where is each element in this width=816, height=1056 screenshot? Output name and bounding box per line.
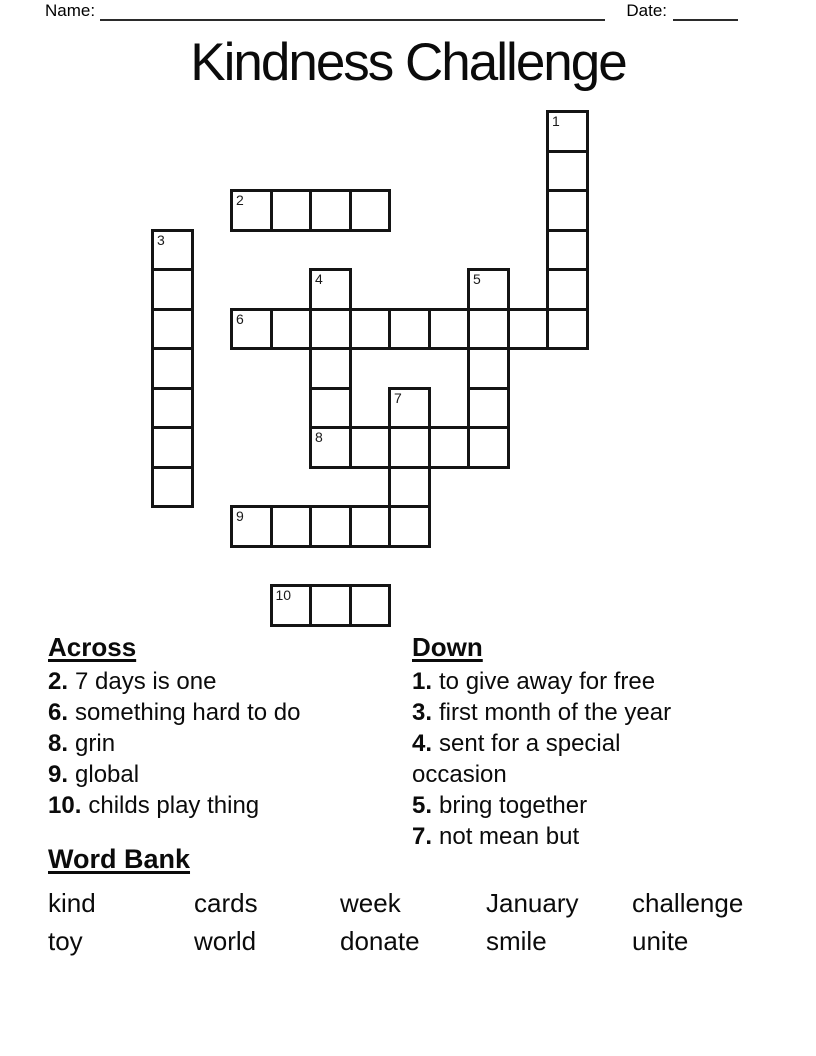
grid-cell[interactable] <box>270 505 313 548</box>
clue-text: 7 days is one <box>75 668 217 695</box>
clue-number: 1. <box>412 668 433 695</box>
across-clues-section <box>48 632 388 821</box>
clue-number: 3. <box>412 699 433 726</box>
word-bank-word: kind <box>48 888 96 918</box>
clue-text: childs play thing <box>88 792 260 819</box>
word-bank-row <box>48 884 786 922</box>
grid-cell[interactable] <box>151 466 194 509</box>
clue-number: 7. <box>412 823 433 850</box>
grid-cell[interactable] <box>151 347 194 390</box>
grid-cell[interactable] <box>349 189 392 232</box>
grid-cell[interactable] <box>546 308 589 351</box>
clue-number: 9. <box>48 761 69 788</box>
grid-cell[interactable] <box>428 426 471 469</box>
grid-cell[interactable] <box>467 387 510 430</box>
cell-number: 1 <box>552 113 560 129</box>
clue-text: not mean but <box>439 823 580 850</box>
page-title: Kindness Challenge <box>190 33 626 92</box>
word-bank-heading: Word Bank <box>48 844 191 874</box>
clue-number: 5. <box>412 792 433 819</box>
cell-number: 4 <box>315 271 323 287</box>
grid-cell[interactable] <box>507 308 550 351</box>
cell-number: 10 <box>275 587 292 603</box>
name-date-header <box>45 1 738 21</box>
grid-cell[interactable] <box>309 268 352 311</box>
grid-cell[interactable] <box>309 347 352 390</box>
clue-text: grin <box>75 730 116 757</box>
clue-item <box>412 728 704 790</box>
grid-cell[interactable] <box>309 426 352 469</box>
cell-number: 3 <box>157 231 165 248</box>
word-bank-word: week <box>340 888 401 918</box>
clue-item <box>48 759 388 790</box>
grid-cell[interactable] <box>230 189 273 232</box>
grid-cell[interactable] <box>388 505 431 548</box>
cell-number: 9 <box>236 508 244 524</box>
grid-cell[interactable] <box>388 308 431 351</box>
grid-cell[interactable] <box>309 505 352 548</box>
grid-cell[interactable] <box>349 584 392 627</box>
grid-cell[interactable] <box>546 229 589 272</box>
crossword-grid <box>151 110 591 630</box>
cell-number: 2 <box>236 192 244 208</box>
word-bank-row <box>48 922 786 960</box>
clue-number: 8. <box>48 730 69 757</box>
grid-cell[interactable] <box>467 347 510 390</box>
grid-cell[interactable] <box>309 308 352 351</box>
cell-number: 6 <box>236 310 244 327</box>
name-field-label: Name: <box>45 1 96 20</box>
down-heading: Down <box>412 632 483 662</box>
grid-cell[interactable] <box>270 584 313 627</box>
word-bank-word: January <box>486 888 579 918</box>
cell-number: 7 <box>394 389 402 406</box>
grid-cell[interactable] <box>546 110 589 153</box>
grid-cell[interactable] <box>151 268 194 311</box>
grid-cell[interactable] <box>546 189 589 232</box>
grid-cell[interactable] <box>230 308 273 351</box>
word-bank-word: cards <box>194 888 258 918</box>
grid-cell[interactable] <box>349 505 392 548</box>
down-clues-section <box>412 632 704 852</box>
word-bank-word: world <box>194 926 257 956</box>
grid-cell[interactable] <box>230 505 273 548</box>
grid-cell[interactable] <box>151 387 194 430</box>
clue-number: 6. <box>48 699 69 726</box>
cell-number: 8 <box>315 429 323 445</box>
grid-cell[interactable] <box>309 387 352 430</box>
clue-number: 10. <box>48 792 82 819</box>
clue-number: 2. <box>48 668 69 695</box>
grid-cell[interactable] <box>467 268 510 311</box>
clue-text: first month of the year <box>439 699 672 726</box>
clue-item <box>48 790 388 821</box>
clue-item <box>48 666 388 697</box>
date-blank-line <box>673 1 738 21</box>
grid-cell[interactable] <box>546 150 589 193</box>
grid-cell[interactable] <box>349 426 392 469</box>
clue-item <box>412 697 704 728</box>
word-bank-word: toy <box>48 926 83 956</box>
grid-cell[interactable] <box>309 189 352 232</box>
grid-cell[interactable] <box>349 308 392 351</box>
clue-item <box>48 697 388 728</box>
name-blank-line <box>100 1 605 21</box>
cell-number: 5 <box>473 271 481 287</box>
word-bank-section <box>48 843 786 960</box>
grid-cell[interactable] <box>388 426 431 469</box>
clue-text: something hard to do <box>75 699 301 726</box>
across-heading: Across <box>48 632 137 662</box>
grid-cell[interactable] <box>388 466 431 509</box>
grid-cell[interactable] <box>428 308 471 351</box>
grid-cell[interactable] <box>388 387 431 430</box>
clue-item <box>412 790 704 821</box>
grid-cell[interactable] <box>309 584 352 627</box>
word-bank-word: donate <box>340 926 420 956</box>
grid-cell[interactable] <box>546 268 589 311</box>
clue-text: to give away for free <box>439 668 656 695</box>
clue-item <box>412 666 704 697</box>
grid-cell[interactable] <box>151 229 194 272</box>
date-field-label: Date: <box>626 1 667 20</box>
grid-cell[interactable] <box>270 308 313 351</box>
grid-cell[interactable] <box>270 189 313 232</box>
grid-cell[interactable] <box>151 426 194 469</box>
word-bank-word: challenge <box>632 888 744 918</box>
word-bank-word: unite <box>632 926 689 956</box>
clue-text: global <box>75 761 140 788</box>
grid-cell[interactable] <box>467 308 510 351</box>
word-bank-word: smile <box>486 926 547 956</box>
clue-item <box>48 728 388 759</box>
grid-cell[interactable] <box>151 308 194 351</box>
grid-cell[interactable] <box>467 426 510 469</box>
clue-text: sent for a special occasion <box>412 730 621 788</box>
clue-number: 4. <box>412 730 433 757</box>
clue-text: bring together <box>439 792 588 819</box>
